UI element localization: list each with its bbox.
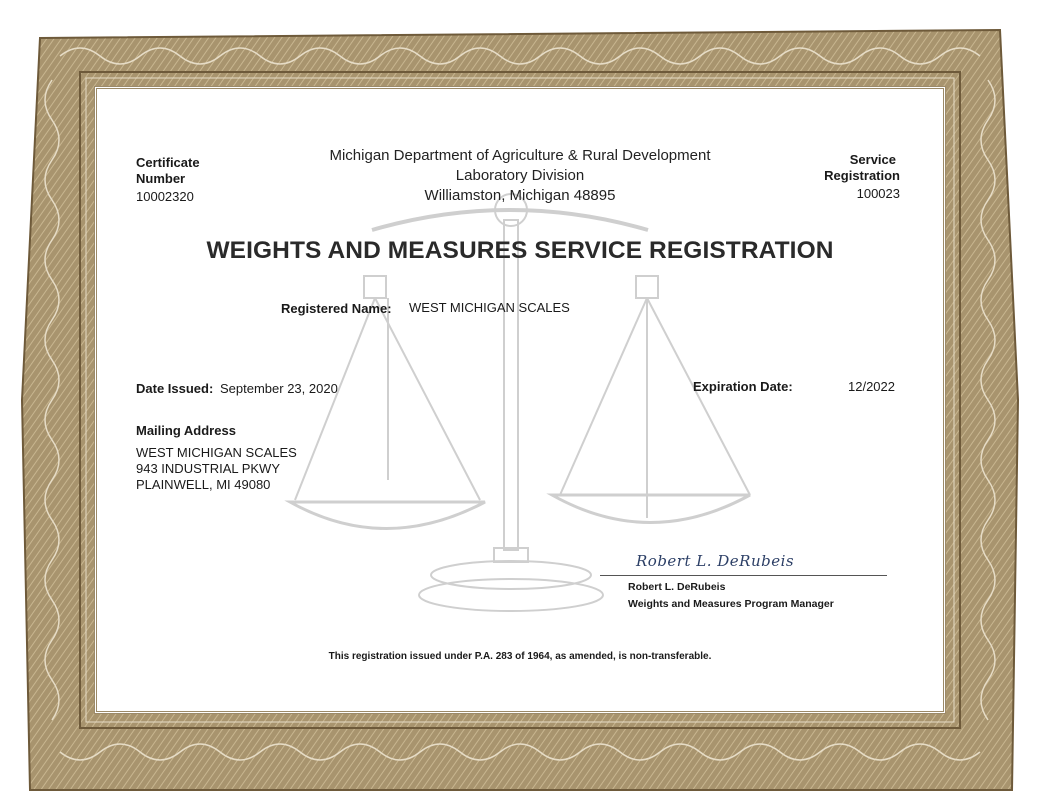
signature: Robert L. DeRubeis — [636, 552, 795, 570]
mailing-address-line1: WEST MICHIGAN SCALES — [136, 445, 297, 460]
registered-name-label: Registered Name: — [281, 301, 392, 316]
legal-footer: This registration issued under P.A. 283 of 1964, as amended, is non-transferable. — [328, 651, 712, 662]
certificate-number-label — [136, 155, 200, 187]
signatory-name: Robert L. DeRubeis — [628, 581, 726, 593]
agency-header — [300, 146, 740, 206]
service-label-line1: Service — [849, 152, 896, 167]
certificate-label-line2: Number — [136, 171, 186, 186]
mailing-address-label: Mailing Address — [136, 423, 236, 438]
agency-name: Michigan Department of Agriculture & Rural Development — [329, 147, 711, 164]
service-registration-value: 100023 — [856, 186, 900, 201]
certificate-title: WEIGHTS AND MEASURES SERVICE REGISTRATION — [206, 237, 834, 264]
agency-address: Williamston, Michigan 48895 — [424, 187, 616, 204]
mailing-address-line3: PLAINWELL, MI 49080 — [136, 477, 271, 492]
expiration-date-label: Expiration Date: — [693, 379, 793, 394]
date-issued-value: September 23, 2020 — [220, 381, 338, 396]
date-issued-label: Date Issued: — [136, 381, 214, 396]
mailing-address-line2: 943 INDUSTRIAL PKWY — [136, 461, 281, 476]
expiration-date-value: 12/2022 — [848, 379, 895, 394]
signatory-block — [628, 579, 834, 613]
signature-line — [600, 575, 887, 576]
mailing-address — [136, 445, 297, 493]
certificate-number-value: 10002320 — [136, 189, 194, 204]
agency-division: Laboratory Division — [455, 167, 585, 184]
certificate-label-line1: Certificate — [136, 155, 200, 170]
service-label-line2: Registration — [824, 168, 900, 183]
service-registration-label — [790, 152, 900, 184]
signatory-title: Weights and Measures Program Manager — [628, 598, 834, 610]
registered-name-value: WEST MICHIGAN SCALES — [409, 300, 570, 315]
